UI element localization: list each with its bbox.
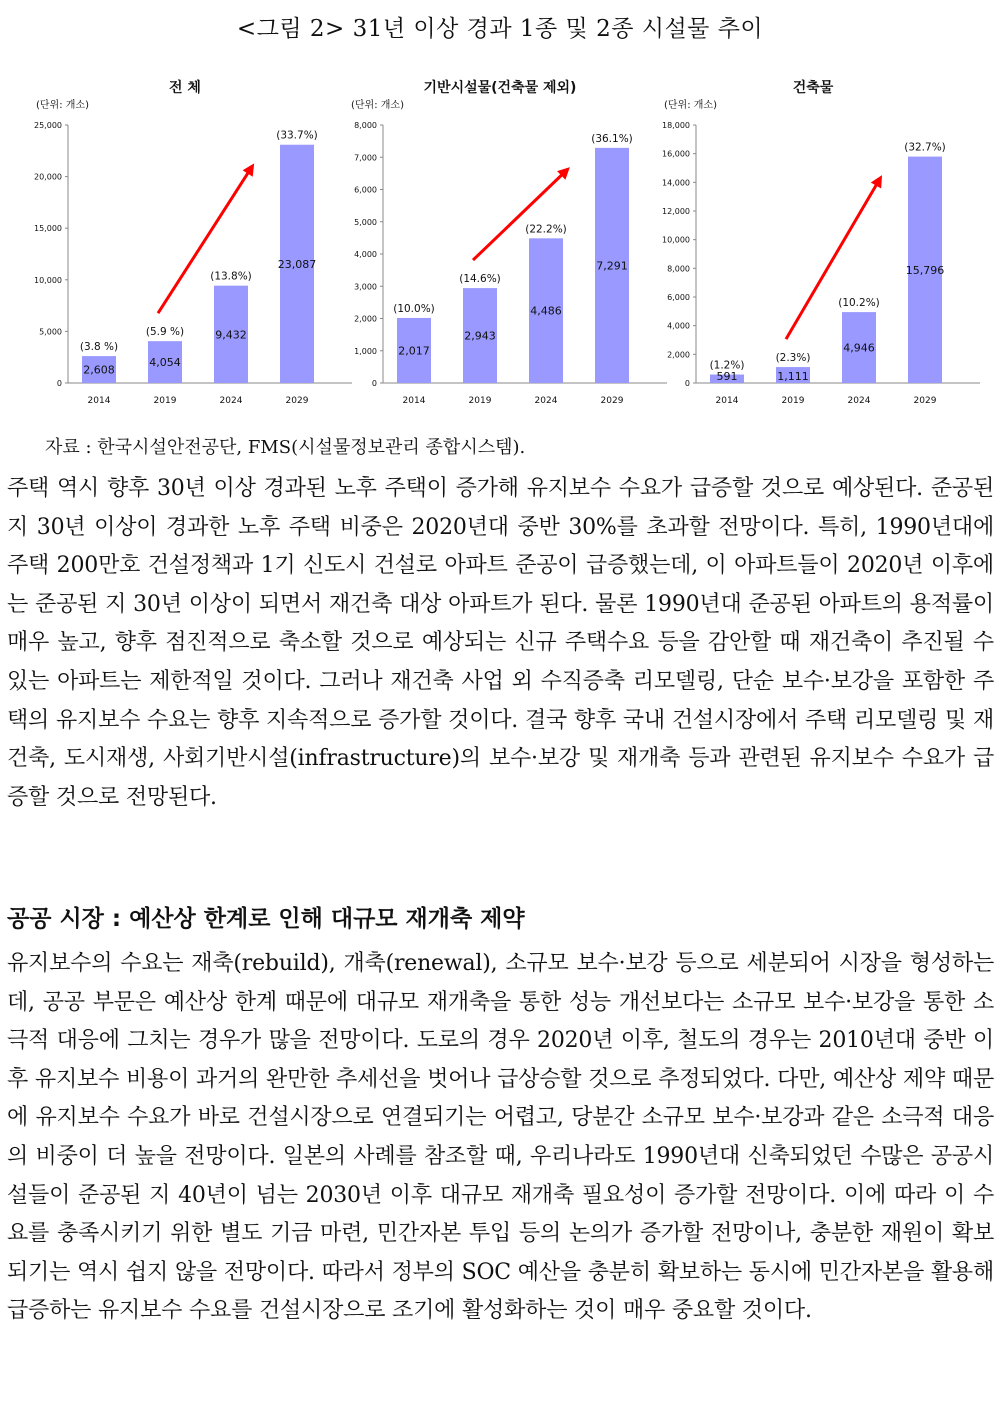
y-tick-label: 1,000 — [354, 346, 377, 356]
bar-percent-label: (22.2%) — [525, 223, 567, 236]
bar-value-label: 9,432 — [215, 328, 247, 342]
chart-total — [20, 60, 330, 420]
bar-percent-label: (5.9 %) — [145, 326, 185, 339]
bar-value-label: 15,796 — [905, 263, 945, 277]
bar-value-label: 591 — [716, 370, 738, 383]
x-tick-label: 2024 — [219, 396, 243, 406]
chart-title: 건축물 — [792, 80, 834, 96]
chart-title: 전 체 — [169, 80, 201, 96]
y-tick-label: 20,000 — [34, 172, 62, 182]
y-tick-label: 18,000 — [662, 121, 690, 130]
x-tick-label: 2029 — [913, 396, 937, 406]
bar-percent-label: (33.7%) — [276, 129, 318, 142]
chart-total-svg — [20, 60, 330, 420]
bar-value-label: 4,946 — [843, 341, 875, 355]
y-tick-label: 8,000 — [354, 121, 377, 130]
chart-unit-label: (단위: 개소) — [351, 100, 404, 111]
y-tick-label: 2,000 — [667, 350, 690, 360]
chart-title: 기반시설물(건축물 제외) — [423, 80, 577, 96]
y-tick-label: 4,000 — [667, 321, 690, 331]
bar-percent-label: (1.2%) — [709, 359, 745, 372]
x-tick-label: 2019 — [781, 396, 805, 406]
figure-source: 자료 : 한국시설안전공단, FMS(시설물정보관리 종합시스템). — [45, 437, 526, 458]
bar-percent-label: (3.8 %) — [79, 341, 119, 354]
y-tick-label: 0 — [56, 379, 62, 388]
y-tick-label: 7,000 — [354, 153, 377, 163]
bar-percent-label: (2.3%) — [775, 352, 811, 365]
y-tick-label: 2,000 — [354, 314, 377, 324]
x-tick-label: 2024 — [534, 396, 558, 406]
bar-value-label: 7,291 — [596, 259, 628, 273]
y-tick-label: 10,000 — [662, 235, 690, 245]
y-tick-label: 15,000 — [34, 224, 62, 234]
bar-percent-label: (32.7%) — [904, 141, 946, 154]
bar-value-label: 2,943 — [464, 329, 496, 343]
bar-value-label: 4,054 — [149, 356, 181, 370]
chart-unit-label: (단위: 개소) — [664, 100, 717, 111]
y-tick-label: 14,000 — [662, 178, 690, 188]
chart-unit-label: (단위: 개소) — [36, 100, 89, 111]
bar-percent-label: (10.0%) — [393, 302, 435, 315]
x-tick-label: 2014 — [402, 396, 426, 406]
y-tick-label: 8,000 — [667, 264, 690, 274]
bar-value-label: 2,608 — [83, 363, 115, 377]
x-tick-label: 2029 — [285, 396, 309, 406]
x-tick-label: 2014 — [87, 396, 111, 406]
y-tick-label: 4,000 — [354, 250, 377, 259]
bar-percent-label: (10.2%) — [838, 297, 880, 310]
y-tick-label: 25,000 — [34, 121, 62, 130]
y-tick-label: 12,000 — [662, 207, 690, 216]
x-tick-label: 2019 — [468, 396, 492, 406]
y-tick-label: 5,000 — [354, 217, 377, 227]
y-tick-label: 6,000 — [354, 185, 377, 195]
bar-value-label: 1,111 — [777, 370, 809, 383]
x-tick-label: 2014 — [715, 396, 739, 406]
bar-value-label: 4,486 — [530, 304, 562, 318]
bar-value-label: 2,017 — [398, 344, 430, 358]
bar-percent-label: (14.6%) — [459, 273, 501, 286]
bar-value-label: 23,087 — [277, 257, 317, 271]
y-tick-label: 16,000 — [662, 149, 690, 159]
body-paragraph-2: 유지보수의 수요는 재축(rebuild), 개축(renewal), 소규모 보수·보강 등으로 세분되어 시장을 형성하는데, 공공 부문은 예산상 한계 때문에 대규모 재개축을 통한 성능 개선보다는 소규모 보수·보강을 통한 소극적 대응에 그치는 경우가 많을 전망이다. 도로의 경우 2020년 이후, 철도의 경우는 2010년대 중반 이후 유지보수 비용이 과거의 완만한 추세선을 벗어나 급상승할 것으로 추정되었다. 다만, 예산상 제약 때문에 유지보수 수요가 바로 건설시장으로 연결되기는 어렵고, 당분간 소규모 보수·보강과 같은 소극적 대응의 비중이 더 높을 전망이다. 일본의 사례를 참조할 때, 우리나라도 1990년대 신축되었던 수많은 공공시설들이 준공된 지 40년이 넘는 2030년 이후 대규모 재개축 필요성이 증가할 전망이다. 이에 따라 이 수요를 충족시키기 위한 별도 기금 마련, 민간자본 투입 등의 논의가 증가할 전망이나, 충분한 재원이 확보되기는 역시 쉽지 않을 전망이다. 따라서 정부의 SOC 예산을 충분히 확보하는 동시에 민간자본을 활용해 급증하는 유지보수 수요를 건설시장으로 조기에 활성화하는 것이 매우 중요할 것이다. — [7, 951, 994, 1324]
chart-infrastructure-svg — [335, 60, 645, 420]
y-tick-label: 3,000 — [354, 282, 377, 292]
y-tick-label: 5,000 — [39, 327, 62, 337]
x-tick-label: 2024 — [847, 396, 871, 406]
section-heading: 공공 시장 : 예산상 한계로 인해 대규모 재개축 제약 — [7, 906, 525, 932]
y-tick-label: 6,000 — [667, 293, 690, 302]
y-tick-label: 10,000 — [34, 275, 62, 285]
bar-percent-label: (36.1%) — [591, 132, 633, 145]
bar-percent-label: (13.8%) — [210, 270, 252, 283]
figure-title: <그림 2> 31년 이상 경과 1종 및 2종 시설물 추이 — [236, 16, 764, 42]
x-tick-label: 2029 — [600, 396, 624, 406]
chart-buildings-svg — [648, 60, 958, 420]
chart-infrastructure — [335, 60, 645, 420]
x-tick-label: 2019 — [153, 396, 177, 406]
chart-buildings — [648, 60, 958, 420]
y-tick-label: 0 — [684, 379, 690, 388]
body-paragraph-1: 주택 역시 향후 30년 이상 경과된 노후 주택이 증가해 유지보수 수요가 급증할 것으로 예상된다. 준공된 지 30년 이상이 경과한 노후 주택 비중은 2020년대 중반 30%를 초과할 전망이다. 특히, 1990년대에 주택 200만호 건설정책과 1기 신도시 건설로 아파트 준공이 급증했는데, 이 아파트들이 2020년 이후에는 준공된 지 30년 이상이 되면서 재건축 대상 아파트가 된다. 물론 1990년대 준공된 아파트의 용적률이 매우 높고, 향후 점진적으로 축소할 것으로 예상되는 신규 주택수요 등을 감안할 때 재건축이 추진될 수 있는 아파트는 제한적일 것이다. 그러나 재건축 사업 외 수직증축 리모델링, 단순 보수·보강을 포함한 주택의 유지보수 수요는 향후 지속적으로 증가할 것이다. 결국 향후 국내 건설시장에서 주택 리모델링 및 재건축, 도시재생, 사회기반시설(infrastructure)의 보수·보강 및 재개축 등과 관련된 유지보수 수요가 급증할 것으로 전망된다. — [7, 476, 994, 810]
y-tick-label: 0 — [371, 379, 377, 388]
